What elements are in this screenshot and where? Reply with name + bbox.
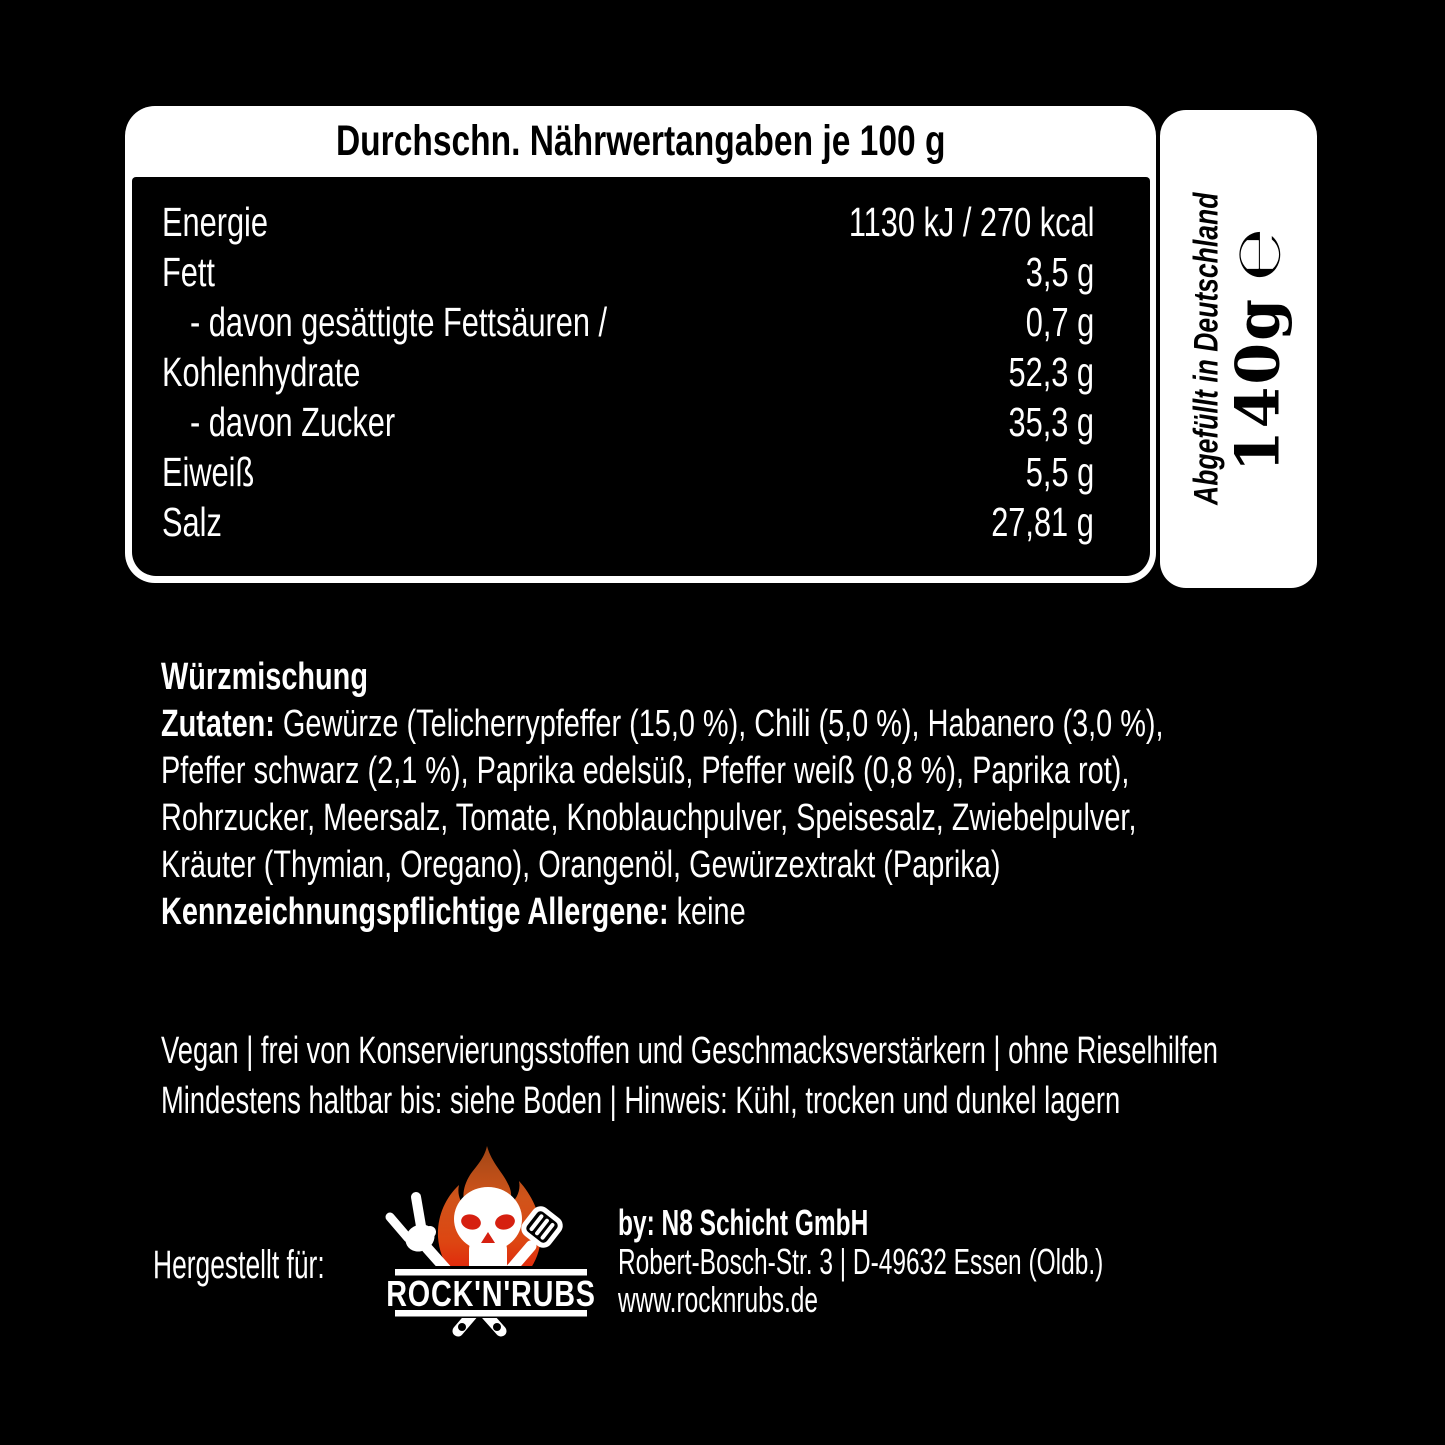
nutrient-label: Fett <box>162 248 215 295</box>
allergens-label: Kennzeichnungspflichtige Allergene: <box>161 891 669 933</box>
net-weight <box>1221 225 1294 473</box>
nutrient-label: - davon Zucker <box>190 398 396 445</box>
nutrient-value: 3,5 g <box>1025 248 1094 295</box>
fill-tab-content <box>1160 110 1317 588</box>
nutrient-value: 1130 kJ / 270 kcal <box>848 198 1094 245</box>
table-row <box>162 497 1094 547</box>
ingredients-line: Pfeffer schwarz (2,1 %), Paprika edelsüß, Pfeffer weiß (0,8 %), Paprika rot), <box>161 750 1130 792</box>
handle-hole <box>458 1323 466 1331</box>
table-row <box>162 197 1094 247</box>
nutrition-title-text: Durchschn. Nährwertangaben je 100 g <box>335 117 946 165</box>
nutrient-value: 27,81 g <box>991 498 1094 545</box>
ingredients-line: Rohrzucker, Meersalz, Tomate, Knoblauchpulver, Speisesalz, Zwiebelpulver, <box>161 797 1137 839</box>
nutrient-value: 35,3 g <box>1008 398 1094 445</box>
nutrient-label: - davon gesättigte Fettsäuren / <box>190 298 608 345</box>
brand-banner <box>382 1266 598 1318</box>
net-weight-value: 140g <box>1223 296 1293 473</box>
ingredients-block <box>161 654 1445 936</box>
estimated-sign: ℮ <box>1221 225 1294 281</box>
handle-hole <box>493 1323 501 1331</box>
ingredients-line <box>161 701 1164 748</box>
allergens-line <box>161 889 1164 936</box>
table-row <box>162 347 1094 397</box>
ingredients-line: Kräuter (Thymian, Oregano), Orangenöl, Gewürzextrakt (Paprika) <box>161 844 1001 886</box>
company-website: www.rocknrubs.de <box>618 1279 819 1320</box>
nutrient-label: Eiweiß <box>162 448 255 495</box>
claims-line-2: Mindestens haltbar bis: siehe Boden | Hinweis: Kühl, trocken und dunkel lagern <box>161 1080 1121 1122</box>
nutrition-panel <box>125 106 1156 583</box>
ingredients-label: Zutaten: <box>161 703 275 745</box>
origin-text: Abgefüllt in Deutschland <box>1187 192 1225 506</box>
nutrition-table <box>132 177 1150 576</box>
nutrition-title <box>125 106 1156 177</box>
nutrient-value: 52,3 g <box>1008 348 1094 395</box>
brand-logo <box>380 1140 600 1360</box>
claims-line-1: Vegan | frei von Konservierungsstoffen und Geschmacksverstärkern | ohne Rieselhilfen <box>161 1030 1219 1072</box>
allergens-value: keine <box>668 891 746 933</box>
company-name: by: N8 Schicht GmbH <box>618 1202 869 1243</box>
product-name: Würzmischung <box>161 656 368 698</box>
company-block <box>618 1204 1332 1320</box>
nutrient-label: Energie <box>162 198 268 245</box>
nutrient-label: Kohlenhydrate <box>162 348 361 395</box>
company-address: Robert-Bosch-Str. 3 | D-49632 Essen (Oldb.) <box>618 1240 1104 1282</box>
table-row <box>162 297 1094 347</box>
brand-name: ROCK'N'RUBS <box>386 1272 596 1314</box>
table-row <box>162 447 1094 497</box>
nutrient-value: 5,5 g <box>1025 448 1094 495</box>
claims-block <box>161 1026 1445 1126</box>
ingredients-text: Gewürze (Telicherrypfeffer (15,0 %), Chili (5,0 %), Habanero (3,0 %), <box>274 703 1164 745</box>
nutrient-value: 0,7 g <box>1025 298 1094 345</box>
table-row <box>162 247 1094 297</box>
fill-tab <box>1160 110 1317 588</box>
nutrient-label: Salz <box>162 498 222 545</box>
made-for-label: Hergestellt für: <box>153 1243 325 1287</box>
table-row <box>162 397 1094 447</box>
